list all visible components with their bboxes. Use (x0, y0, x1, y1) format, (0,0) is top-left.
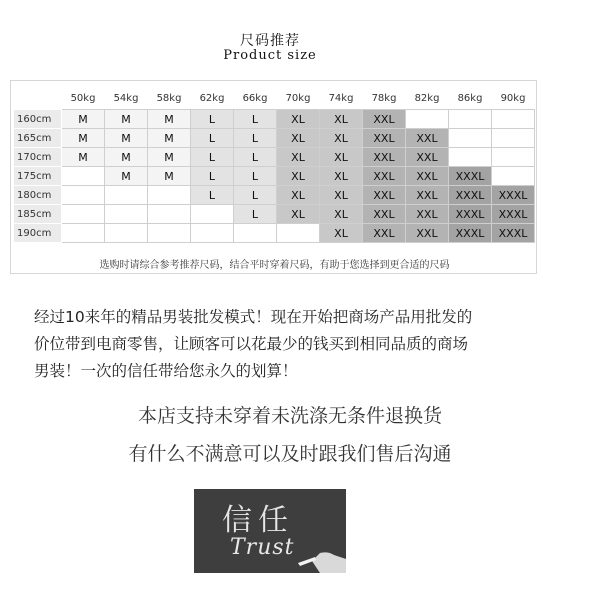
size-cell: XXL (406, 186, 449, 205)
size-cell: L (234, 186, 277, 205)
size-cell: M (148, 110, 191, 129)
size-cell: L (234, 205, 277, 224)
table-row (14, 148, 535, 167)
size-cell: XXXL (492, 186, 535, 205)
table-row (14, 129, 535, 148)
size-cell: XXL (406, 129, 449, 148)
size-cell: XXL (363, 110, 406, 129)
size-cell (148, 224, 191, 243)
size-cell (191, 205, 234, 224)
weight-header: 78kg (363, 87, 406, 110)
table-row (14, 167, 535, 186)
size-chart (10, 80, 537, 274)
size-cell (62, 167, 105, 186)
size-cell: L (234, 110, 277, 129)
size-cell: L (234, 129, 277, 148)
height-header: 185cm (14, 205, 62, 224)
size-cell: XXL (363, 224, 406, 243)
size-note: 选购时请综合参考推荐尺码，结合平时穿着尺码，有助于您选择到更合适的尺码 (99, 260, 450, 271)
height-header: 190cm (14, 224, 62, 243)
size-cell (492, 167, 535, 186)
table-row (14, 110, 535, 129)
size-cell: M (105, 129, 148, 148)
weight-header: 62kg (191, 87, 234, 110)
height-header: 160cm (14, 110, 62, 129)
size-cell: XXXL (449, 224, 492, 243)
trust-cn-text: 信任 (222, 503, 294, 538)
size-cell: XXXL (449, 205, 492, 224)
size-cell: M (148, 129, 191, 148)
size-cell: XXL (406, 224, 449, 243)
weight-header: 50kg (62, 87, 105, 110)
description-line: 价位带到电商零售，让顾客可以花最少的钱买到相同品质的商场 (34, 335, 469, 353)
size-table (13, 87, 535, 243)
size-cell: M (62, 129, 105, 148)
size-cell: XL (320, 129, 363, 148)
size-cell: XL (320, 224, 363, 243)
size-cell (62, 186, 105, 205)
size-cell: M (148, 167, 191, 186)
size-cell: L (191, 167, 234, 186)
size-cell: XXL (363, 167, 406, 186)
size-cell (449, 148, 492, 167)
weight-header: 86kg (449, 87, 492, 110)
size-cell: XL (320, 205, 363, 224)
size-cell (449, 110, 492, 129)
size-cell: XL (277, 186, 320, 205)
trust-chalkboard (194, 489, 346, 573)
size-cell: XXL (406, 167, 449, 186)
size-cell (105, 186, 148, 205)
height-header: 175cm (14, 167, 62, 186)
weight-header: 90kg (492, 87, 535, 110)
size-cell: XXL (363, 148, 406, 167)
size-cell: XXL (363, 205, 406, 224)
weight-header: 82kg (406, 87, 449, 110)
corner-cell (14, 87, 62, 110)
size-cell (148, 186, 191, 205)
size-cell (148, 205, 191, 224)
size-cell: XXL (363, 129, 406, 148)
size-cell: XL (320, 110, 363, 129)
after-sales-text: 有什么不满意可以及时跟我们售后沟通 (128, 443, 452, 465)
size-cell: M (105, 110, 148, 129)
height-header: 165cm (14, 129, 62, 148)
height-header: 180cm (14, 186, 62, 205)
weight-header: 66kg (234, 87, 277, 110)
size-cell (492, 129, 535, 148)
height-header: 170cm (14, 148, 62, 167)
size-cell (449, 129, 492, 148)
page-title: 尺码推荐 (240, 33, 300, 49)
size-cell: XXL (363, 186, 406, 205)
weight-header: 70kg (277, 87, 320, 110)
size-cell: L (191, 186, 234, 205)
weight-header: 58kg (148, 87, 191, 110)
size-cell: XXXL (492, 224, 535, 243)
size-cell (62, 224, 105, 243)
size-cell: XL (320, 186, 363, 205)
size-cell: M (62, 110, 105, 129)
size-cell (62, 205, 105, 224)
size-cell: M (105, 148, 148, 167)
size-cell: L (234, 148, 277, 167)
size-cell: M (105, 167, 148, 186)
size-cell (191, 224, 234, 243)
size-cell: XXXL (449, 167, 492, 186)
size-cell: XL (277, 110, 320, 129)
size-cell (105, 205, 148, 224)
size-cell: XL (277, 129, 320, 148)
size-cell: L (191, 110, 234, 129)
size-cell (105, 224, 148, 243)
table-row (14, 224, 535, 243)
size-cell (234, 224, 277, 243)
size-cell: XXL (406, 148, 449, 167)
description-line: 经过10来年的精品男装批发模式！现在开始把商场产品用批发的 (34, 308, 473, 326)
return-policy-text: 本店支持未穿着未洗涤无条件退换货 (137, 405, 442, 427)
weight-header: 74kg (320, 87, 363, 110)
description-paragraph (34, 304, 554, 385)
size-cell (492, 110, 535, 129)
table-header-row (14, 87, 535, 110)
weight-header: 54kg (105, 87, 148, 110)
size-cell: XL (320, 167, 363, 186)
size-cell: M (62, 148, 105, 167)
size-cell: L (191, 129, 234, 148)
page-subtitle: Product size (223, 48, 317, 63)
size-cell: XL (277, 167, 320, 186)
size-cell: XL (320, 148, 363, 167)
size-cell (277, 224, 320, 243)
size-cell (406, 110, 449, 129)
size-cell: XXXL (492, 205, 535, 224)
description-line: 男装！一次的信任带给您永久的划算！ (34, 362, 298, 380)
size-cell: XL (277, 148, 320, 167)
table-row (14, 186, 535, 205)
size-cell (492, 148, 535, 167)
size-cell: M (148, 148, 191, 167)
size-cell: L (234, 167, 277, 186)
table-row (14, 205, 535, 224)
size-cell: XXL (406, 205, 449, 224)
trust-en-text: Trust (230, 535, 295, 560)
size-cell: XL (277, 205, 320, 224)
size-cell: L (191, 148, 234, 167)
chalk-hand-icon (194, 489, 346, 573)
size-cell: XXXL (449, 186, 492, 205)
